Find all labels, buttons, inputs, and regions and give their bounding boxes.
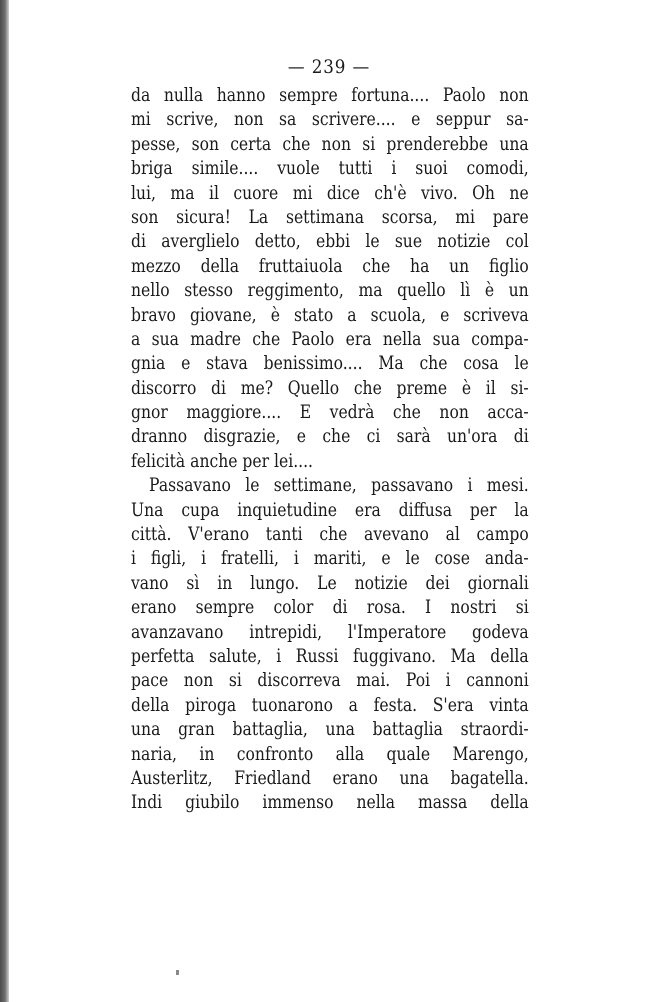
text-line: Austerlitz, Friedland erano una bagatella. xyxy=(131,766,529,789)
scan-edge-shadow xyxy=(0,0,9,1002)
page-number: — 239 — xyxy=(287,56,371,78)
text-line: città. V'erano tanti che avevano al campo xyxy=(131,523,529,546)
text-line: pesse, son certa che non si prenderebbe una xyxy=(131,132,529,155)
text-line: Una cupa inquietudine era diffusa per la xyxy=(131,498,529,521)
text-line: mi scrive, non sa scrivere.... e seppur sa- xyxy=(131,108,529,131)
text-line: da nulla hanno sempre fortuna.... Paolo non xyxy=(131,84,529,106)
text-line: lui, ma il cuore mi dice ch'è vivo. Oh ne xyxy=(131,181,529,204)
text-line: vano sì in lungo. Le notizie dei giornali xyxy=(131,571,529,594)
text-line: felicità anche per lei.... xyxy=(131,449,314,472)
text-line: una gran battaglia, una battaglia straordi- xyxy=(131,718,529,741)
text-line: perfetta salute, i Russi fuggivano. Ma della xyxy=(131,644,529,667)
text-line: della piroga tuonarono a festa. S'era vinta xyxy=(131,693,529,716)
text-line: dranno disgrazie, e che ci sarà un'ora di xyxy=(131,425,529,448)
page-body xyxy=(131,83,529,815)
text-line: Indi giubilo immenso nella massa della xyxy=(131,791,529,814)
text-line: son sicura! La settimana scorsa, mi pare xyxy=(131,205,529,228)
text-line: di averglielo detto, ebbi le sue notizie col xyxy=(131,230,529,253)
text-line: gnor maggiore.... E vedrà che non acca- xyxy=(131,401,529,424)
text-line: pace non si discorreva mai. Poi i cannoni xyxy=(131,669,529,692)
scan-speck xyxy=(176,970,179,975)
text-line: mezzo della fruttaiuola che ha un figlio xyxy=(131,254,529,277)
text-line: avanzavano intrepidi, l'Imperatore godeva xyxy=(131,620,529,643)
text-line: naria, in confronto alla quale Marengo, xyxy=(131,742,529,765)
text-line: nello stesso reggimento, ma quello lì è un xyxy=(131,279,529,302)
text-line: i figli, i fratelli, i mariti, e le cose anda- xyxy=(131,547,529,570)
text-line: briga simile.... vuole tutti i suoi comodi, xyxy=(131,157,529,180)
text-line: erano sempre color di rosa. I nostri si xyxy=(131,596,529,619)
text-line: bravo giovane, è stato a scuola, e scriveva xyxy=(131,303,529,326)
text-line: Passavano le settimane, passavano i mesi. xyxy=(149,474,529,497)
text-line: discorro di me? Quello che preme è il si- xyxy=(131,376,529,399)
text-line: a sua madre che Paolo era nella sua compa- xyxy=(131,327,529,350)
text-line: gnia e stava benissimo.... Ma che cosa le xyxy=(131,352,529,375)
